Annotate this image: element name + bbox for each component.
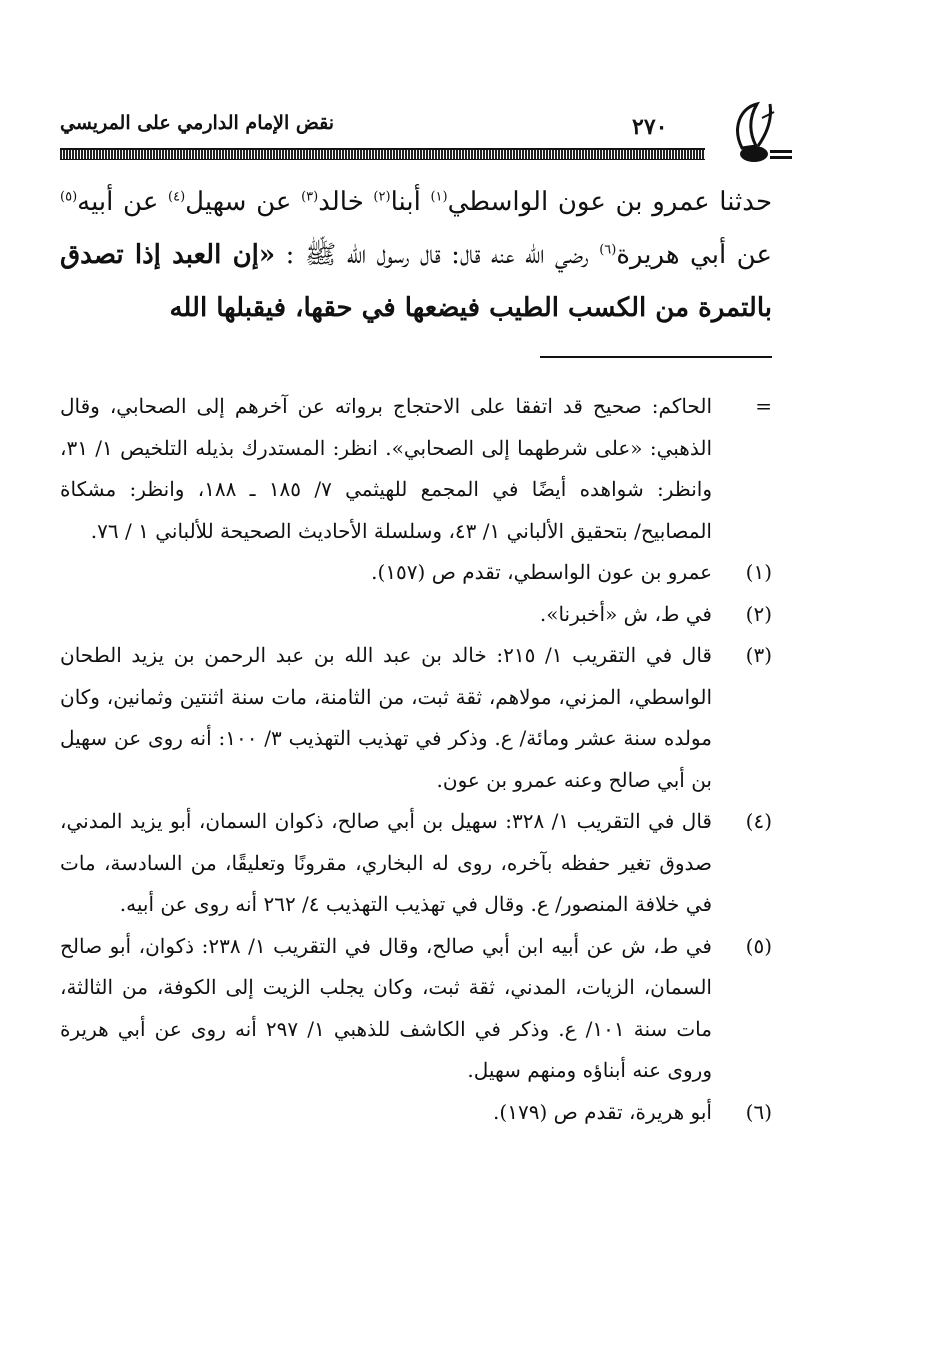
footnote-text: أبو هريرة، تقدم ص (١٧٩). [493,1099,712,1124]
page-header [60,98,772,168]
footnote-continuation [60,386,772,552]
main-paragraph [60,176,772,335]
footnote-text: في ط، ش عن أبيه ابن أبي صالح، وقال في التقريب ١/ ٢٣٨: ذكوان، أبو صالح السمان، الزيات، المدني، ثقة ثبت، وكان يجلب الزيت إلى الكوفة، من الثالثة، مات سنة ١٠١/ ع. وذكر في الكاشف للذهبي ١/ ٢٩٧ أنه روى عن أبي هريرة وروى عنه أبناؤه ومنهم سهيل. [60,933,712,1082]
footnote-number: (٤) [745,809,772,833]
footnote-text: قال في التقريب ١/ ٣٢٨: سهيل بن أبي صالح، ذكوان السمان، أبو يزيد المدني، صدوق تغير حفظه بآخره، روى له البخاري، مقرونًا وتعليقًا، من السادسة، مات في خلافة المنصور/ ع. وقال في تهذيب التهذيب ٤/ ٢٦٢ أنه روى عن أبيه. [60,809,712,916]
inkwell-ornament-icon [712,98,792,166]
footnote-marker: (٢) [373,189,391,205]
main-text-part: أبنا [390,187,431,217]
main-text-part: حدثنا عمرو بن عون الواسطي [447,187,773,217]
footnote-number: (٢) [745,601,772,626]
footnote-1 [60,552,772,594]
footnote-marker: (٦) [599,242,617,258]
footnote-text: في ط، ش «أخبرنا». [539,601,712,626]
header-rule [60,148,705,160]
footnote-6 [60,1092,772,1134]
footnote-text: الحاكم: صحيح قد اتفقا على الاحتجاج برواته عن آخرهم إلى الصحابي، وقال الذهبي: «على شرطهما إلى الصحابي». انظر: المستدرك بذيله التلخيص ١/ ٣١، وانظر: شواهده أيضًا في المجمع للهيثمي ٧/ ١٨٥ ـ ١٨٨، وانظر: مشكاة المصابيح/ بتحقيق الألباني ١/ ٤٣، وسلسلة الأحاديث الصحيحة للألباني ١ / ٧٦. [60,394,712,543]
footnote-2 [60,594,772,636]
footnote-number: (٣) [745,643,772,667]
hadith-text: «إن العبد إذا تصدق بالتمرة من الكسب الطيب فيضعها في حقها، فيقبلها الله [60,240,772,323]
footnote-text: عمرو بن عون الواسطي، تقدم ص (١٥٧). [371,560,712,584]
continuation-mark: = [755,394,772,418]
page-number: ٢٧٠ [632,114,668,140]
footnote-4 [60,801,772,926]
footnote-marker: (١) [430,189,448,205]
footnote-marker: (٣) [301,189,319,205]
footnote-marker: (٥) [60,189,78,205]
footnote-5 [60,926,772,1092]
main-text-part: عن أبيه [77,187,168,217]
footnote-number: (٦) [745,1099,772,1124]
footnote-3 [60,635,772,801]
book-title: نقض الإمام الدارمي على المريسي [60,112,335,134]
main-text-part: خالد [318,187,374,217]
main-text [60,176,772,335]
footnotes [60,386,772,1133]
footnote-text: قال في التقريب ١/ ٢١٥: خالد بن عبد الله بن عبد الرحمن بن يزيد الطحان الواسطي، المزني، مولاهم، ثقة ثبت، من الثامنة، مات سنة اثنتين وثمانين، وكان مولده سنة عشر ومائة/ ع. وذكر في تهذيب التهذيب ٣/ ١٠٠: أنه روى عن سهيل بن أبي صالح وعنه عمرو بن عون. [60,643,712,792]
footnote-marker: (٤) [168,189,186,205]
main-text-part: عن أبي هريرة [616,240,772,270]
footnote-separator [540,356,772,358]
footnote-number: (١) [745,560,772,584]
footnote-number: (٥) [745,933,772,958]
main-text-part: عن سهيل [185,187,302,217]
main-text-part: رضي الله عنه قال: قال رسول الله ﷺ : [275,240,600,270]
